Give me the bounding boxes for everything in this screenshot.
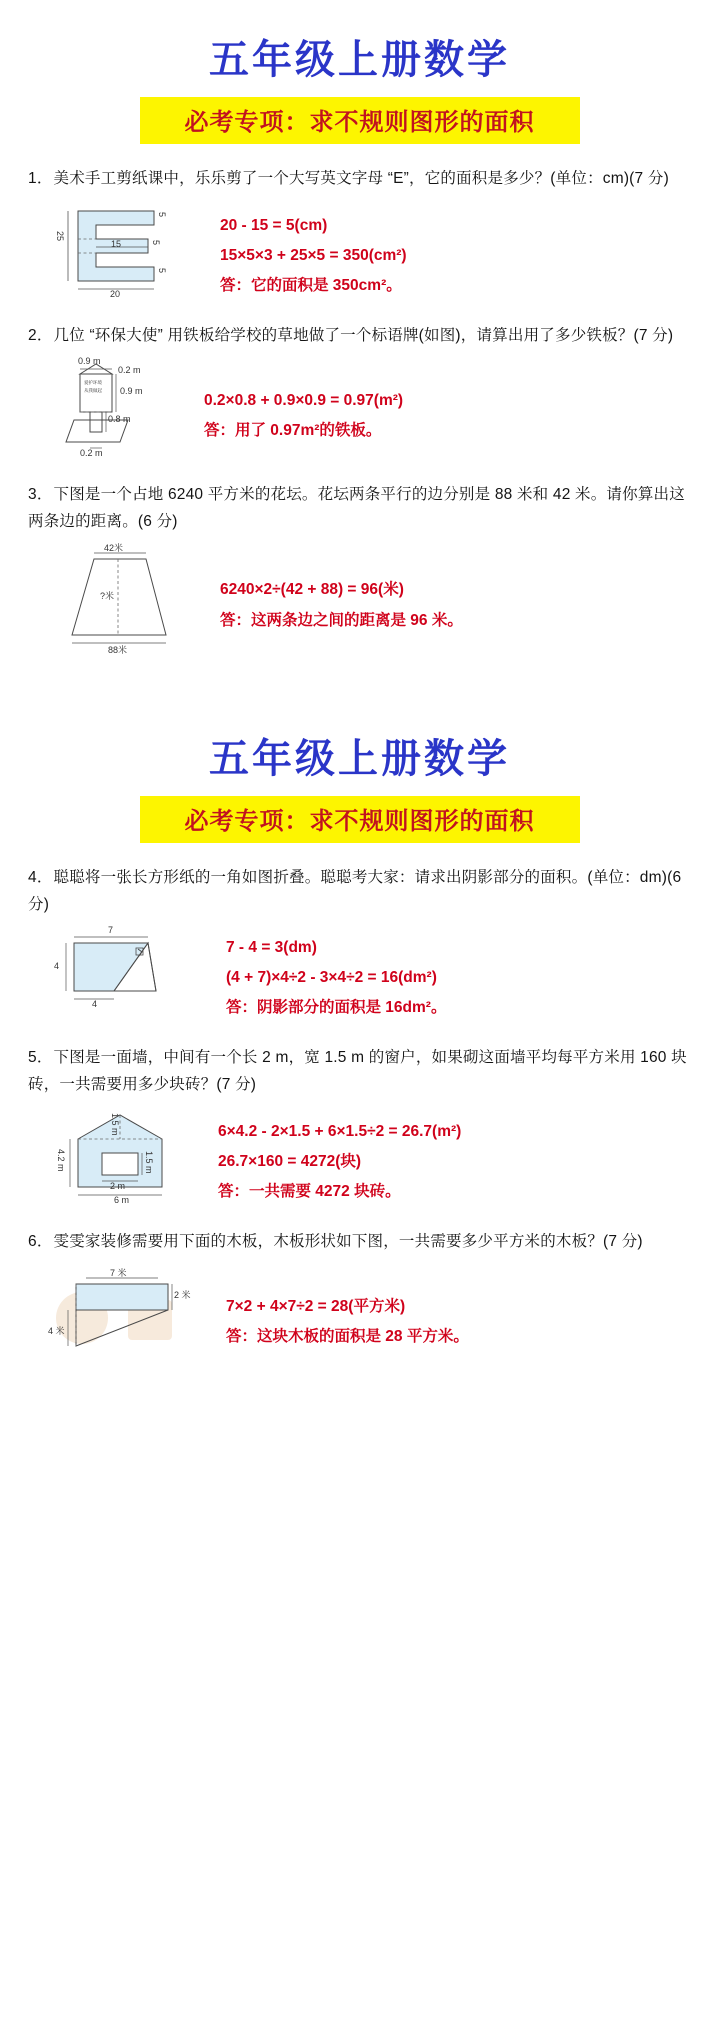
- figure-5-label-6m: 6 m: [114, 1194, 130, 1205]
- figure-1-label-5c: 5: [157, 267, 167, 273]
- svg-text:爱护环境: 爱护环境: [84, 379, 102, 385]
- question-5-work: [28, 1109, 691, 1208]
- question-4-work: [28, 924, 691, 1024]
- question-3-figure: [56, 543, 206, 656]
- figure-1-label-15: 15: [111, 238, 122, 249]
- worksheet-page-2: [0, 699, 719, 1414]
- letter-e-diagram: [56, 203, 186, 299]
- figure-4-label-4-bottom: 4: [92, 998, 98, 1009]
- question-4-text: [28, 865, 691, 918]
- question-6-body: 雯雯家装修需要用下面的木板，木板形状如下图，一共需要多少平方米的木板？(7 分): [53, 1233, 643, 1251]
- figure-6-label-2m: 2 米: [174, 1289, 191, 1300]
- solution-5-answer: 答：一共需要 4272 块砖。: [218, 1183, 401, 1200]
- figure-2-label-08: 0.8 m: [108, 413, 131, 424]
- question-5-body: 下图是一面墙，中间有一个长 2 m，宽 1.5 m 的窗户，如果砌这面墙平均每平方米用 160 块砖，一共需要用多少块砖？(7 分): [28, 1049, 687, 1093]
- folded-paper-diagram: [52, 929, 192, 1017]
- figure-5-label-2m: 2 m: [110, 1180, 126, 1191]
- solution-6-answer: 答：这块木板的面积是 28 平方米。: [226, 1328, 469, 1346]
- page-spacer-1: [28, 653, 691, 699]
- question-3-solution: [220, 545, 691, 635]
- figure-2-label-02b: 0.2 m: [80, 447, 103, 458]
- question-3-body: 下图是一个占地 6240 平方米的花坛。花坛两条平行的边分别是 88 米和 42 米。请你算出这两条边的距离。(6 分): [28, 485, 685, 530]
- question-2-solution: [204, 360, 691, 446]
- question-4-number: 4．: [28, 869, 53, 887]
- question-6-work: [28, 1266, 691, 1362]
- figure-5-label-15b: 1.5 m: [144, 1150, 154, 1174]
- solution-2-answer: 答：用了 0.97m²的铁板。: [204, 422, 382, 440]
- question-1-figure: [56, 203, 206, 299]
- figure-1-label-5a: 5: [157, 211, 167, 217]
- question-5-text: [28, 1045, 691, 1098]
- figure-1-label-5b: 5: [151, 239, 161, 245]
- question-5-solution: [218, 1109, 691, 1208]
- question-4: [28, 865, 691, 1023]
- question-3: [28, 482, 691, 656]
- question-1-number: 1．: [28, 170, 53, 187]
- question-2: [28, 323, 691, 460]
- figure-3-label-height: ?米: [100, 591, 115, 602]
- solution-6-line-1: 7×2 + 4×7÷2 = 28(平方米): [226, 1297, 406, 1315]
- solution-3-line-1: 6240×2÷(42 + 88) = 96(米): [220, 581, 404, 599]
- question-2-body: 几位 “环保大使” 用铁板给学校的草地做了一个标语牌(如图)，请算出用了多少铁板？(7 分): [53, 327, 674, 345]
- question-3-work: [28, 543, 691, 656]
- solution-2-line-1: 0.2×0.8 + 0.9×0.9 = 0.97(m²): [204, 391, 404, 409]
- question-6-figure: [42, 1266, 212, 1362]
- page-2-banner: 必考专项：求不规则图形的面积: [140, 796, 580, 843]
- figure-6-label-7m: 7 米: [110, 1267, 127, 1278]
- solution-3-answer: 答：这两条边之间的距离是 96 米。: [220, 611, 463, 629]
- solution-1-answer: 答：它的面积是 350cm²。: [220, 277, 402, 295]
- worksheet-page-1: [0, 0, 719, 699]
- question-4-figure: [52, 924, 212, 1017]
- figure-3-label-bottom: 88米: [108, 645, 128, 656]
- figure-4-label-4-left: 4: [54, 960, 60, 971]
- solution-4-line-2: (4 + 7)×4÷2 - 3×4÷2 = 16(dm²): [226, 968, 437, 986]
- question-3-text: [28, 482, 691, 535]
- question-6-solution: [226, 1266, 691, 1352]
- question-5-number: 5．: [28, 1049, 53, 1067]
- page-banner: 必考专项：求不规则图形的面积: [140, 97, 580, 144]
- figure-2-label-09b: 0.9 m: [120, 385, 143, 396]
- question-5-figure: [54, 1109, 204, 1205]
- figure-6-label-4m: 4 米: [48, 1325, 65, 1336]
- svg-text:从我做起: 从我做起: [84, 387, 102, 393]
- question-3-number: 3．: [28, 485, 53, 503]
- figure-3-label-top: 42米: [104, 543, 124, 554]
- solution-4-line-1: 7 - 4 = 3(dm): [226, 938, 317, 956]
- question-1-solution: [220, 203, 691, 302]
- question-1-body: 美术手工剪纸课中，乐乐剪了一个大写英文字母 “E”，它的面积是多少？(单位：cm)(7 分): [53, 170, 669, 187]
- question-2-work: [28, 355, 691, 460]
- sign-board-diagram: [50, 360, 170, 460]
- figure-4-label-7: 7: [108, 924, 114, 935]
- solution-5-line-1: 6×4.2 - 2×1.5 + 6×1.5÷2 = 26.7(m²): [218, 1122, 462, 1140]
- question-2-text: [28, 323, 691, 350]
- question-4-solution: [226, 929, 691, 1024]
- figure-5-label-42: 4.2 m: [56, 1148, 66, 1172]
- question-5: [28, 1045, 691, 1207]
- page-title: 五年级上册数学: [209, 37, 510, 82]
- page-spacer-2: [28, 1362, 691, 1414]
- question-6-number: 6．: [28, 1233, 53, 1251]
- wood-board-diagram: [42, 1266, 202, 1362]
- figure-2-label-09a: 0.9 m: [78, 355, 101, 366]
- question-4-body: 聪聪将一张长方形纸的一角如图折叠。聪聪考大家：请求出阴影部分的面积。(单位：dm)(6 分): [28, 869, 682, 913]
- figure-1-label-20: 20: [110, 288, 121, 299]
- question-1: [28, 166, 691, 301]
- figure-1-label-25: 25: [55, 230, 65, 241]
- question-1-text: [28, 166, 691, 193]
- question-6-text: [28, 1229, 691, 1256]
- solution-4-answer: 答：阴影部分的面积是 16dm²。: [226, 999, 447, 1017]
- figure-2-label-02a: 0.2 m: [118, 364, 141, 375]
- question-1-work: [28, 203, 691, 302]
- figure-5-label-15a: 1.5 m: [110, 1112, 120, 1136]
- page-2-title: 五年级上册数学: [209, 736, 510, 782]
- question-2-figure: [50, 355, 190, 460]
- question-6: [28, 1229, 691, 1362]
- solution-1-line-2: 15×5×3 + 25×5 = 350(cm²): [220, 246, 407, 264]
- solution-5-line-2: 26.7×160 = 4272(块): [218, 1152, 362, 1170]
- trapezoid-flowerbed-diagram: [56, 545, 191, 653]
- solution-1-line-1: 20 - 15 = 5(cm): [220, 216, 328, 234]
- question-2-number: 2．: [28, 327, 53, 345]
